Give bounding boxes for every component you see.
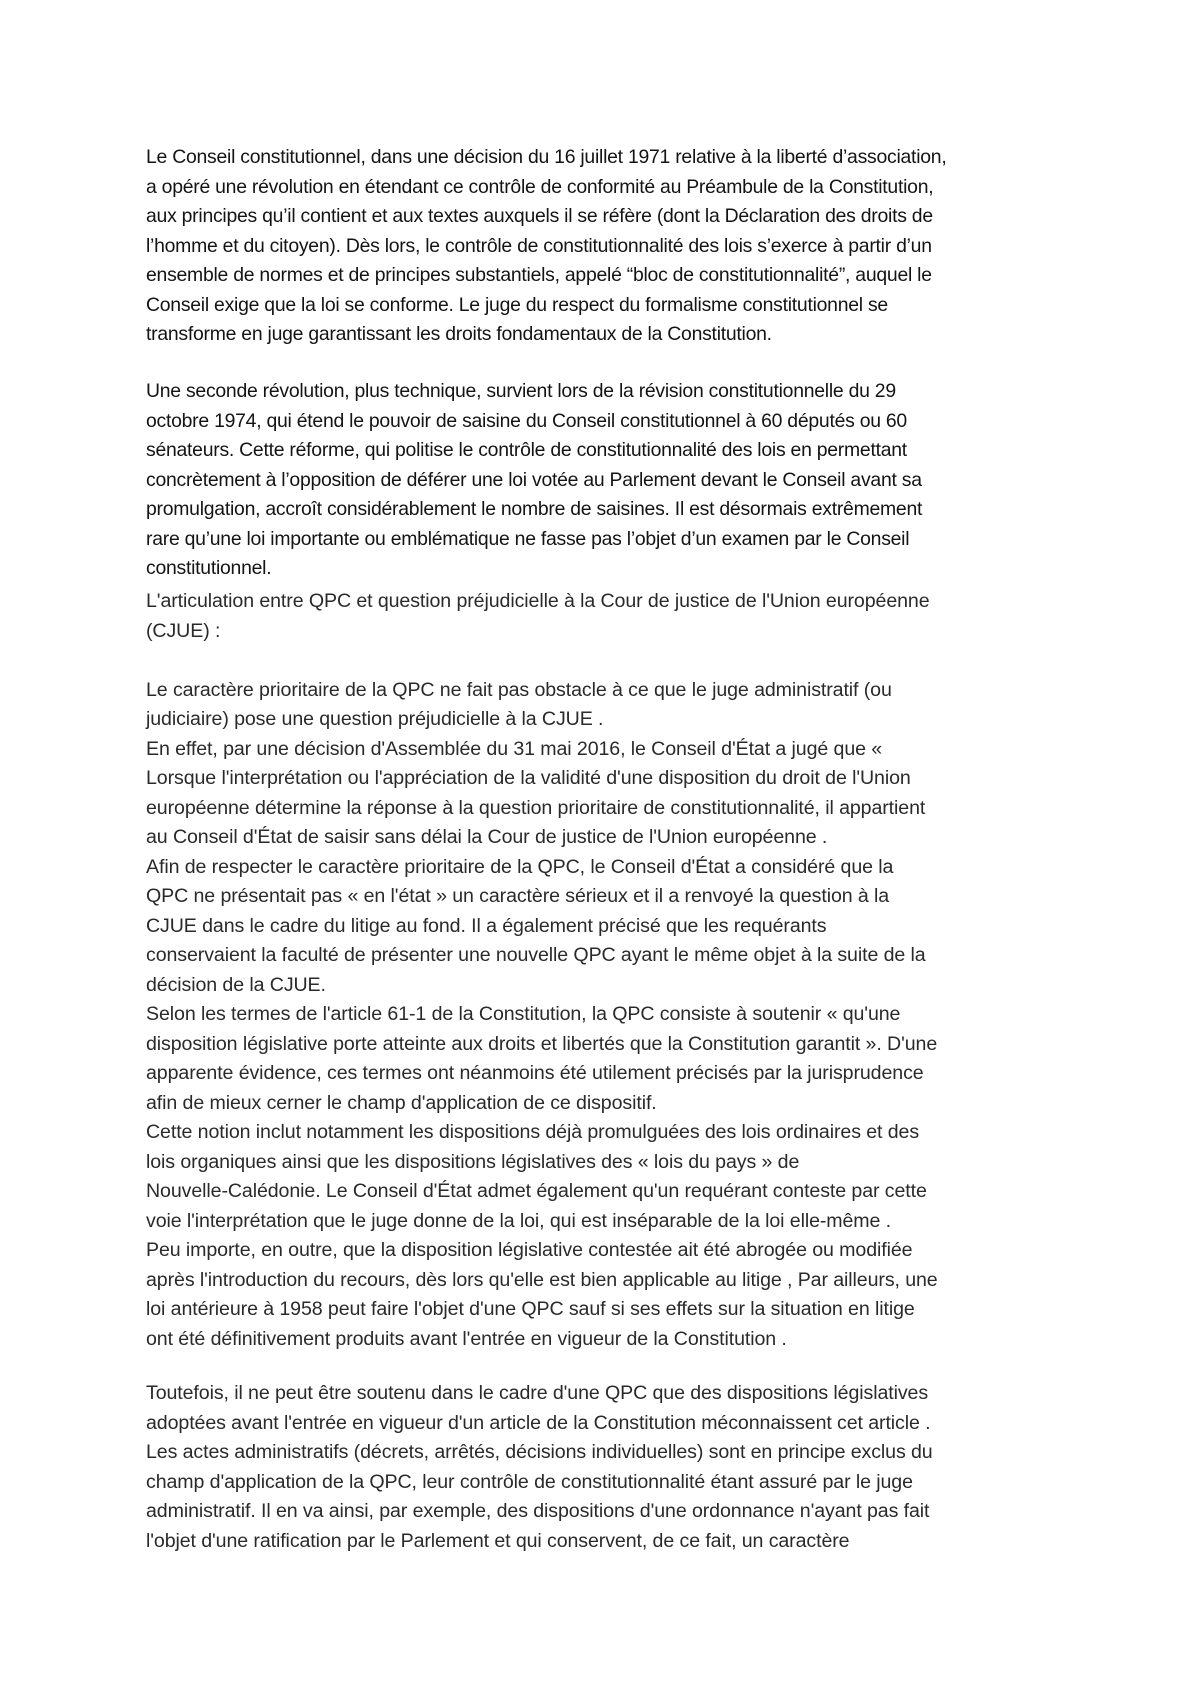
text-line: l'objet d'une ratification par le Parlement et qui conservent, de ce fait, un caractère [146, 1529, 850, 1552]
text-line: européenne détermine la réponse à la question prioritaire de constitutionnalité, il appartient [146, 796, 926, 819]
paragraph-toutefois [146, 1379, 1076, 1556]
text-line: voie l'interprétation que le juge donne de la loi, qui est inséparable de la loi elle-même . [146, 1209, 892, 1232]
text-line: conservaient la faculté de présenter une nouvelle QPC ayant le même objet à la suite de la [146, 944, 926, 966]
text-line: Les actes administratifs (décrets, arrêtés, décisions individuelles) sont en principe exclus du [146, 1441, 933, 1463]
text-line [146, 646, 1076, 676]
text-line: Lorsque l'interprétation ou l'appréciation de la validité d'une disposition du droit de l'Union [146, 767, 911, 789]
text-line: CJUE dans le cadre du litige au fond. Il a également précisé que les requérants [146, 914, 827, 937]
text-line: après l'introduction du recours, dès lors qu'elle est bien applicable au litige , Par ailleurs, une [146, 1268, 938, 1291]
text-line: Toutefois, il ne peut être soutenu dans le cadre d'une QPC que des dispositions législatives [146, 1382, 929, 1404]
text-line: champ d'application de la QPC, leur contrôle de constitutionnalité étant assuré par le juge [146, 1470, 913, 1493]
paragraph-qpc-cjue [146, 587, 1076, 1354]
text-line: aux principes qu’il contient et aux textes auxquels il se réfère (dont la Déclaration des droits de [146, 205, 933, 227]
text-line: promulgation, accroît considérablement le nombre de saisines. Il est désormais extrêmement [146, 498, 923, 520]
text-line: décision de la CJUE. [146, 973, 326, 996]
text-line: octobre 1974, qui étend le pouvoir de saisine du Conseil constitutionnel à 60 députés ou 60 [146, 409, 907, 432]
text-line: apparente évidence, ces termes ont néanmoins été utilement précisés par la jurisprudence [146, 1062, 924, 1084]
text-line: QPC ne présentait pas « en l'état » un caractère sérieux et il a renvoyé la question à la [146, 885, 890, 907]
text-line: lois organiques ainsi que les dispositions législatives des « lois du pays » de [146, 1150, 800, 1173]
text-line: sénateurs. Cette réforme, qui politise le contrôle de constitutionnalité des lois en permettant [146, 439, 907, 461]
text-line: L'articulation entre QPC et question préjudicielle à la Cour de justice de l'Union européenne [146, 590, 930, 612]
text-line: ont été définitivement produits avant l'entrée en vigueur de la Constitution . [146, 1327, 787, 1350]
text-line: Nouvelle-Calédonie. Le Conseil d'État admet également qu'un requérant conteste par cette [146, 1180, 927, 1202]
text-line: a opéré une révolution en étendant ce contrôle de conformité au Préambule de la Constitution, [146, 175, 934, 198]
text-line: Le caractère prioritaire de la QPC ne fait pas obstacle à ce que le juge administratif (ou [146, 678, 892, 701]
text-line: Une seconde révolution, plus technique, survient lors de la révision constitutionnelle du 29 [146, 380, 896, 402]
paragraph-revision-1974 [146, 377, 1076, 584]
text-line: au Conseil d'État de saisir sans délai la Cour de justice de l'Union européenne . [146, 826, 828, 848]
text-line: Le Conseil constitutionnel, dans une décision du 16 juillet 1971 relative à la liberté d’association, [146, 146, 947, 168]
text-line: afin de mieux cerner le champ d'application de ce dispositif. [146, 1091, 657, 1114]
text-line: concrètement à l’opposition de déférer une loi votée au Parlement devant le Conseil avant sa [146, 468, 922, 491]
text-line: loi antérieure à 1958 peut faire l'objet d'une QPC sauf si ses effets sur la situation en litige [146, 1298, 915, 1320]
text-line: judiciaire) pose une question préjudicielle à la CJUE . [146, 708, 604, 730]
paragraph-bloc-constitutionnalite [146, 143, 1076, 350]
text-line: Conseil exige que la loi se conforme. Le juge du respect du formalisme constitutionnel se [146, 293, 888, 316]
text-line: Peu importe, en outre, que la disposition législative contestée ait été abrogée ou modifiée [146, 1239, 913, 1261]
text-line: rare qu’une loi importante ou emblématique ne fasse pas l’objet d’un examen par le Conseil [146, 527, 910, 550]
text-line: administratif. Il en va ainsi, par exemple, des dispositions d'une ordonnance n'ayant pas fait [146, 1500, 930, 1522]
text-line: l’homme et du citoyen). Dès lors, le contrôle de constitutionnalité des lois s’exerce à partir d’un [146, 234, 932, 257]
text-line: ensemble de normes et de principes substantiels, appelé “bloc de constitutionnalité”, auquel le [146, 264, 932, 286]
text-line: disposition législative porte atteinte aux droits et libertés que la Constitution garantit ». D'une [146, 1032, 938, 1055]
text-line: Afin de respecter le caractère prioritaire de la QPC, le Conseil d'État a considéré que la [146, 855, 894, 878]
text-line: (CJUE) : [146, 619, 221, 642]
text-line: En effet, par une décision d'Assemblée du 31 mai 2016, le Conseil d'État a jugé que « [146, 737, 883, 760]
text-line: adoptées avant l'entrée en vigueur d'un article de la Constitution méconnaissent cet article . [146, 1411, 931, 1434]
text-line: Selon les termes de l'article 61-1 de la Constitution, la QPC consiste à soutenir « qu'une [146, 1003, 901, 1025]
text-line: transforme en juge garantissant les droits fondamentaux de la Constitution. [146, 323, 772, 345]
text-line: constitutionnel. [146, 557, 272, 579]
text-line: Cette notion inclut notamment les dispositions déjà promulguées des lois ordinaires et des [146, 1121, 920, 1143]
